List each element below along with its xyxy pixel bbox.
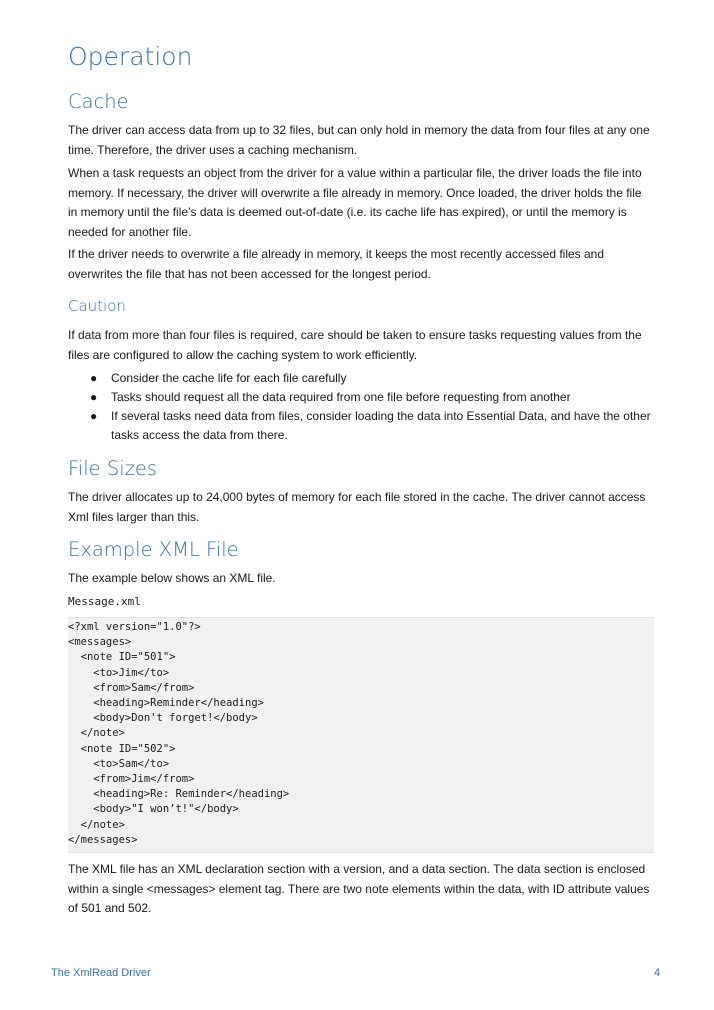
section-heading-cache: Cache bbox=[68, 90, 129, 113]
list-item: ● If several tasks need data from files, consider loading the data into Essential Data, and have the other tasks access the data from there. bbox=[90, 409, 651, 442]
section-heading-file-sizes: File Sizes bbox=[68, 457, 158, 480]
code-line: </note> bbox=[68, 727, 125, 740]
bullet-icon: ● bbox=[90, 371, 98, 385]
caution-paragraph: If data from more than four files is required, care should be taken to ensure tasks requesting values from the files are configured to allow the caching system to work efficiently. bbox=[68, 328, 642, 362]
example-intro: The example below shows an XML file. bbox=[68, 571, 276, 585]
code-line: <?xml version="1.0"?> bbox=[68, 621, 201, 633]
code-line: <from>Jim</from> bbox=[68, 773, 195, 786]
code-line: <body>"I won’t!"</body> bbox=[68, 803, 239, 816]
code-line: </messages> bbox=[68, 833, 138, 846]
code-line: <note ID="502"> bbox=[68, 742, 176, 755]
code-line: <heading>Reminder</heading> bbox=[68, 697, 264, 710]
section-heading-example-xml: Example XML File bbox=[68, 538, 239, 561]
example-filename: Message.xml bbox=[68, 595, 141, 608]
code-line: <from>Sam</from> bbox=[68, 681, 195, 694]
cache-paragraph-3: If the driver needs to overwrite a file already in memory, it keeps the most recently accessed files and overwrites the file that has not been accessed for the longest period. bbox=[68, 247, 605, 281]
cache-paragraph-1: The driver can access data from up to 32 files, but can only hold in memory the data from four files at any one time. Therefore, the driver uses a caching mechanism. bbox=[68, 123, 650, 157]
subsection-heading-caution: Caution bbox=[68, 297, 126, 315]
caution-bullet-list bbox=[68, 369, 652, 445]
page-title: Operation bbox=[68, 42, 193, 71]
example-explanation: The XML file has an XML declaration section with a version, and a data section. The data section is enclosed within a single <messages> element tag. There are two note elements within the data, with ID attribute values of 501 and 502. bbox=[68, 862, 650, 915]
file-sizes-paragraph: The driver allocates up to 24,000 bytes of memory for each file stored in the cache. The driver cannot access Xml files larger than this. bbox=[68, 490, 646, 524]
cache-paragraph-2: When a task requests an object from the driver for a value within a particular file, the driver loads the file into memory. If necessary, the driver will overwrite a file already in memory. Once loaded, the driver holds the file in memory until the file’s data is deemed out-of-date (i.e. its cache life has expired), or until the memory is needed for another file. bbox=[68, 166, 642, 239]
footer-document-name: The XmlRead Driver bbox=[51, 967, 151, 979]
list-item: ● Consider the cache life for each file carefully bbox=[68, 369, 652, 388]
code-line: </note> bbox=[68, 818, 125, 831]
list-item: ● Tasks should request all the data required from one file before requesting from another bbox=[68, 388, 652, 407]
footer-page-number: 4 bbox=[654, 967, 661, 979]
code-line: <to>Jim</to> bbox=[68, 666, 170, 679]
code-block bbox=[68, 617, 654, 853]
code-line: <to>Sam</to> bbox=[68, 757, 170, 770]
code-line: <body>Don't forget!</body> bbox=[68, 712, 258, 725]
code-line: <messages> bbox=[68, 636, 132, 649]
code-line: <note ID="501"> bbox=[68, 651, 176, 664]
code-line: <heading>Re: Reminder</heading> bbox=[68, 788, 290, 801]
bullet-icon: ● bbox=[90, 409, 98, 423]
bullet-icon: ● bbox=[90, 390, 98, 404]
